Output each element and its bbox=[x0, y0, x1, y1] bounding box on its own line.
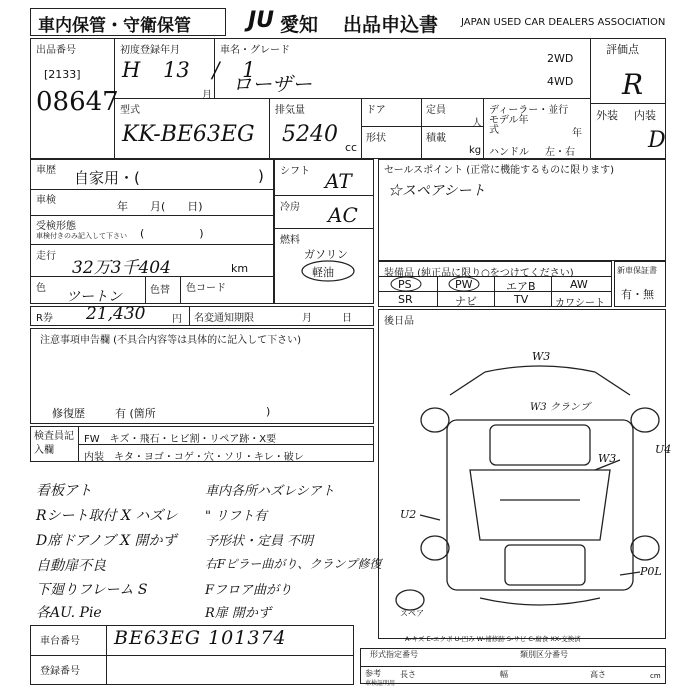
mark-u4: U4 bbox=[655, 443, 672, 456]
reg-label: 登録番号 bbox=[40, 666, 80, 677]
length-label: 長さ bbox=[400, 670, 416, 679]
recycle-label: R券 bbox=[36, 313, 53, 324]
shape-label: 形状 bbox=[366, 133, 386, 144]
drive-2wd: 2WD bbox=[547, 52, 574, 65]
note-10: Fフロア曲がり bbox=[205, 583, 293, 598]
history-close: ) bbox=[258, 167, 264, 185]
inspector-label: 検査員記入欄 bbox=[34, 431, 74, 456]
warranty-value: 有・無 bbox=[621, 288, 654, 301]
shift-value: AT bbox=[325, 169, 352, 193]
name-change-value: 月 日 bbox=[302, 313, 352, 324]
equip-ps: PS bbox=[398, 278, 412, 291]
note-7: 自動扉不良 bbox=[36, 558, 106, 574]
ref-label: 参考 bbox=[365, 669, 381, 678]
form-title: 出品申込書 bbox=[343, 14, 439, 36]
equip-tv: TV bbox=[514, 293, 529, 306]
chassis-value: BE63EG 101374 bbox=[114, 627, 287, 649]
month-unit: 月 bbox=[202, 90, 212, 101]
equipment-label: 装備品 (純正品に限り○をつけてください) bbox=[384, 268, 574, 279]
mileage-value: 32万3千404 bbox=[72, 258, 171, 278]
recycle-value: 21,430 bbox=[86, 304, 146, 324]
name-value: ローザー bbox=[232, 72, 312, 96]
cooler-value: AC bbox=[328, 203, 358, 227]
repair-value: 有 (箇所 bbox=[115, 407, 156, 420]
interior-value: D bbox=[648, 128, 666, 153]
dealer-label: ディーラー・並行 bbox=[489, 105, 569, 116]
mark-u2: U2 bbox=[400, 508, 417, 521]
cm-unit: cm bbox=[650, 672, 661, 680]
note-1: 看板アト bbox=[36, 483, 92, 499]
grade-value: R bbox=[622, 68, 644, 101]
mileage-label: 走行 bbox=[36, 251, 56, 262]
note-6: 予形状・定員 不明 bbox=[205, 534, 314, 549]
reg-cert-label: 車検証明用 bbox=[365, 680, 396, 687]
note-3: Rシート取付 X ハズレ bbox=[36, 508, 178, 524]
history-value: 自家用・( bbox=[74, 169, 140, 187]
inspection-type-paren: ( ) bbox=[140, 227, 204, 240]
note-11: 各AU. Pie bbox=[36, 605, 102, 621]
inspection-type-label: 受検形態 bbox=[36, 221, 76, 232]
door-label: ドア bbox=[366, 105, 386, 116]
brand-mark: JU bbox=[248, 8, 275, 33]
inspection-value: 年 月( 日) bbox=[117, 200, 203, 213]
handle-label: ハンドル bbox=[489, 147, 529, 158]
association-name: JAPAN USED CAR DEALERS ASSOCIATION bbox=[461, 17, 666, 28]
equip-leather: カワシート bbox=[555, 298, 605, 309]
load-label: 積載 bbox=[426, 133, 446, 144]
displacement-label: 排気量 bbox=[275, 105, 305, 116]
equip-pw: PW bbox=[455, 278, 473, 291]
repair-label: 修復歴 bbox=[52, 407, 85, 420]
fuel-gasoline: ガソリン bbox=[304, 248, 348, 261]
equip-aw: AW bbox=[570, 278, 588, 291]
repair-close: ) bbox=[266, 405, 271, 418]
kg-unit: kg bbox=[469, 145, 482, 156]
color-change-label: 色替 bbox=[150, 285, 170, 296]
person-unit: 人 bbox=[472, 118, 482, 129]
mark-pol: P0L bbox=[640, 565, 662, 578]
handle-options: 左・右 bbox=[545, 147, 575, 158]
warranty-label: 新車保証書 bbox=[617, 266, 657, 275]
yen-unit: 円 bbox=[172, 314, 182, 325]
model-label: 型式 bbox=[120, 105, 140, 116]
note-5: D席ドアノブ X 開かず bbox=[36, 533, 177, 549]
equip-navi: ナビ bbox=[455, 295, 477, 308]
cooler-label: 冷房 bbox=[280, 202, 300, 213]
width-label: 幅 bbox=[500, 670, 508, 679]
first-reg-label: 初度登録年月 bbox=[120, 45, 180, 56]
model-year-label: モデル年式 bbox=[489, 115, 529, 136]
height-label: 高さ bbox=[590, 670, 606, 679]
mark-w3-side: W3 bbox=[598, 452, 617, 465]
form-id-label: 形式指定番号 bbox=[370, 650, 418, 659]
top-label: 車内保管・守衛保管 bbox=[38, 16, 191, 36]
mark-w3-clamp: W3 クランプ bbox=[530, 402, 590, 413]
name-label: 車名・グレード bbox=[220, 45, 290, 56]
name-change-label: 名変通知期限 bbox=[194, 313, 254, 324]
first-reg-value: H 13 / 1 bbox=[122, 58, 256, 82]
note-9: 下廻りフレーム S bbox=[36, 582, 148, 598]
drive-4wd: 4WD bbox=[547, 75, 574, 88]
chassis-label: 車台番号 bbox=[40, 636, 80, 647]
rear-seat-label: 後日品 bbox=[384, 316, 414, 327]
fuel-diesel: 軽油 bbox=[312, 266, 334, 279]
brand-place: 愛知 bbox=[280, 14, 319, 36]
grade-label: 評価点 bbox=[606, 43, 639, 56]
equip-airbag: エアB bbox=[506, 280, 536, 293]
shift-label: シフト bbox=[280, 166, 310, 177]
inspection-label: 車検 bbox=[36, 195, 56, 206]
note-12: R扉 開かず bbox=[205, 606, 271, 621]
rear-seat-box bbox=[378, 309, 666, 639]
mark-spare: スペア bbox=[400, 609, 424, 618]
equip-sr: SR bbox=[398, 293, 413, 306]
color-label: 色 bbox=[36, 283, 46, 294]
cc-unit: cc bbox=[345, 141, 358, 154]
selling-label: セールスポイント (正常に機能するものに限ります) bbox=[384, 165, 615, 176]
inspection-type-note: 車検付きのみ記入して下さい bbox=[36, 232, 127, 240]
interior-label: 内装 bbox=[634, 109, 656, 122]
lot-label: 出品番号 bbox=[36, 45, 76, 56]
mark-w3-top: W3 bbox=[532, 350, 551, 363]
color-code-label: 色コード bbox=[186, 283, 226, 294]
selling-value: ☆スペアシート bbox=[388, 183, 486, 199]
km-unit: km bbox=[231, 262, 249, 275]
note-2: 車内各所ハズレシアト bbox=[205, 484, 335, 499]
damage-legend: A-キズ E-エクボ U-凹み W-補修跡 S-サビ C-腐食 XX-交換済 bbox=[405, 635, 581, 643]
note-8: 右Fピラー曲がり、クランプ修復 bbox=[205, 557, 382, 571]
history-label: 車歴 bbox=[36, 165, 56, 176]
displacement-value: 5240 bbox=[282, 122, 338, 147]
fuel-label: 燃料 bbox=[280, 235, 300, 246]
lot-number: 08647 bbox=[36, 87, 119, 117]
inspector-row-1: FW キズ・飛石・ヒビ割・リペア跡・X要 bbox=[84, 434, 277, 445]
attention-label: 注意事項申告欄 (不具合内容等は具体的に記入して下さい) bbox=[40, 335, 301, 346]
class-id-label: 類別区分番号 bbox=[520, 650, 568, 659]
note-4: " リフト有 bbox=[205, 509, 268, 524]
lot-bracket: [2133] bbox=[44, 68, 81, 81]
capacity-label: 定員 bbox=[426, 105, 446, 116]
color-value: ツートン bbox=[66, 289, 122, 305]
model-value: KK-BE63EG bbox=[122, 122, 255, 147]
year-unit: 年 bbox=[572, 128, 582, 139]
inspector-row-2: 内装 キタ・ヨゴ・コゲ・穴・ソリ・キレ・破レ bbox=[84, 452, 304, 463]
exterior-label: 外装 bbox=[596, 109, 618, 122]
